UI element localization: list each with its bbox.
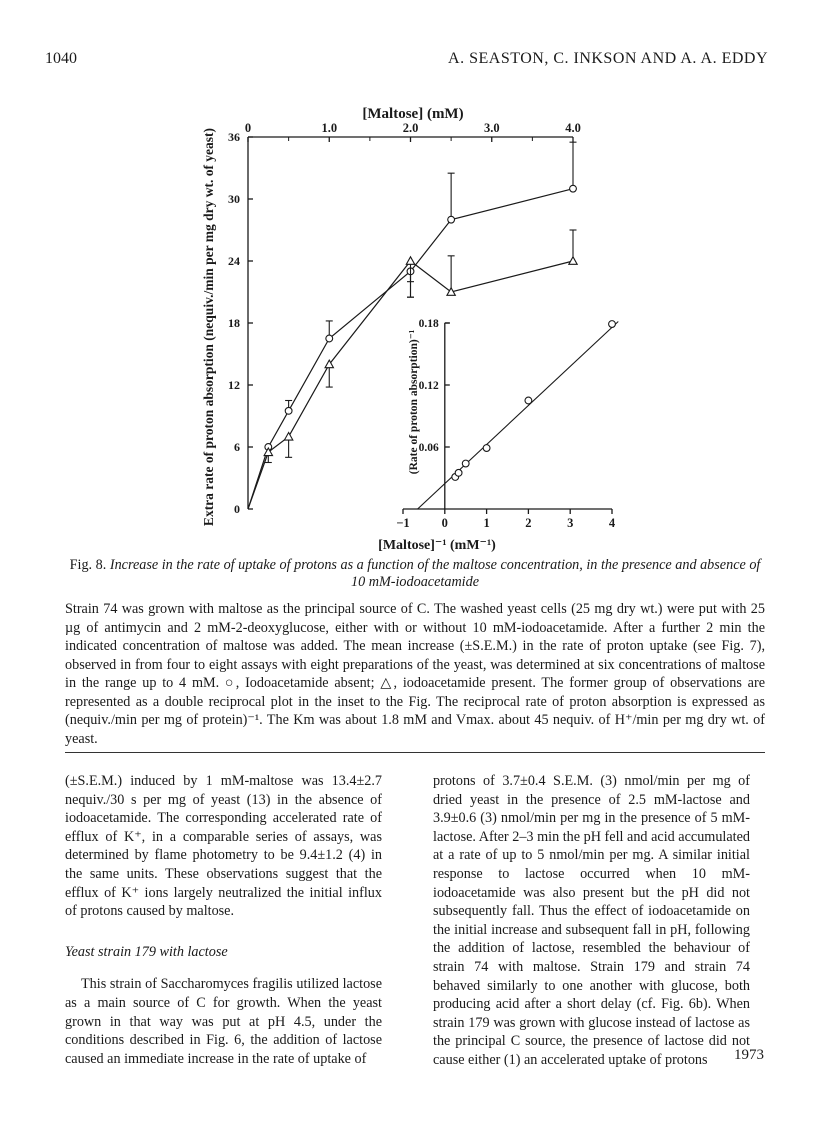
paragraph-3: protons of 3.7±0.4 S.E.M. (3) nmol/min per mg of dried yeast in the presence of 2.5 mM-lactose and 3.9±0.6 (3) nmol/min per mg in the presence of 5 mM-lactose. After 2–3 min the pH fell and acid accumulated at a rate of up to 5 nmol/min per mg. A similar initial response to lactose occurred when 10 mM-iodoacetamide was also present but the pH did not subsequently fall. Thus the effect of iodoacetamide on the initial increase and subsequent fall in pH, following the addition of lactose, resembled the behaviour of strain 74 with maltose. Strain 179 and strain 74 behaved similarly to one another with glucose, both producing acid after a short delay (cf. Fig. 6b). When strain 179 was grown with glucose instead of lactose as the principal C source, the presence of lactose did not cause either (1) an accelerated uptake of protons bbox=[433, 773, 750, 1068]
y-axis-label: Extra rate of proton absorption (nequiv./min per mg dry wt. of yeast) bbox=[201, 127, 216, 527]
figure-caption bbox=[65, 557, 765, 591]
paragraph-1: (±S.E.M.) induced by 1 mM-maltose was 13.4±2.7 nequiv./30 s per mg of yeast (13) in the absence of iodoacetamide. The corresponding accelerated rate of efflux of K⁺, in a comparable series of assays, was determined by flame photometry to be 9.4±1.2 (4) in the same units. These observations suggest that the efflux of K⁺ ions largely neutralized the initial influx of protons caused by maltose. bbox=[65, 773, 382, 920]
top-axis-tick-label: 0 bbox=[244, 121, 252, 135]
data-point-triangle bbox=[569, 257, 577, 265]
figure-legend: Strain 74 was grown with maltose as the principal source of C. The washed yeast cells (25 mg dry wt.) were put with 25 µg of antimycin and 2 mM-2-deoxyglucose, either with or without 10 mM-iodoacetamide. After a further 2 min the indicated concentration of maltose was added. The mean increase (±S.E.M.) in the rate of proton uptake (see Fig. 7), observed in from four to eight assays with eight preparations of the yeast, was determined at six concentrations of maltose in the range up to 4 mM. ○, Iodoacetamide absent; △, iodoacetamide present. The former group of observations are represented as a double reciprocal plot in the inset to the Fig. The reciprocal rate of proton absorption is expressed as (nequiv./min per mg of protein)⁻¹. The Km was about 1.8 mM and Vmax. about 45 nequiv. of H⁺/min per mg dry wt. of yeast. bbox=[65, 601, 765, 747]
page-code: 1973 bbox=[734, 1047, 764, 1063]
inset-y-axis-label: (Rate of proton absorption)⁻¹ bbox=[408, 329, 420, 475]
inset-x-axis-tick-label: 0 bbox=[441, 516, 448, 530]
data-point-circle bbox=[448, 216, 455, 223]
y-axis-tick-label: 18 bbox=[228, 316, 240, 330]
y-axis-tick-label: 0 bbox=[234, 502, 240, 516]
y-axis-tick-label: 12 bbox=[228, 378, 240, 392]
inset-x-axis-tick-label: 2 bbox=[525, 516, 532, 530]
inset-y-axis-tick-label: 0.12 bbox=[418, 380, 439, 392]
figure-plot-area bbox=[228, 121, 618, 530]
data-point-triangle bbox=[406, 257, 414, 265]
inset-x-axis-tick-label: 3 bbox=[567, 516, 574, 530]
top-axis-tick-label: 3.0 bbox=[483, 121, 500, 135]
figure-caption-text: Increase in the rate of uptake of protons as a function of the maltose concentration, in the presence and absence of 10 mM-iodoacetamide bbox=[109, 557, 761, 590]
figure-caption-label: Fig. 8. bbox=[69, 557, 107, 573]
data-point-triangle bbox=[284, 432, 292, 440]
right-column bbox=[433, 772, 750, 1070]
top-axis-tick-label: 4.0 bbox=[565, 121, 581, 135]
data-point-circle bbox=[326, 335, 333, 342]
data-point-circle bbox=[285, 407, 292, 414]
inset-fit-line bbox=[418, 321, 619, 509]
inset-x-axis-tick-label: −1 bbox=[396, 516, 410, 530]
y-axis-tick-label: 24 bbox=[228, 254, 240, 268]
page-number: 1040 bbox=[45, 50, 77, 67]
bottom-axis-label: [Maltose]⁻¹ (mM⁻¹) bbox=[378, 538, 496, 553]
paragraph-2: This strain of Saccharomyces fragilis utilized lactose as a main source of C for growth. When the yeast grown in that way was put at pH 4.5, under the conditions described in Fig. 6, the addition of lactose caused an immediate increase in the rate of uptake of bbox=[65, 976, 382, 1067]
top-axis-tick-label: 2.0 bbox=[402, 121, 419, 135]
section-divider bbox=[65, 752, 765, 753]
figure-8 bbox=[0, 0, 816, 560]
inset-x-axis-tick-label: 4 bbox=[608, 516, 616, 530]
inset-data-point bbox=[525, 397, 532, 404]
top-axis-label: [Maltose] (mM) bbox=[362, 106, 464, 122]
y-axis-tick-label: 6 bbox=[234, 440, 240, 454]
y-axis-tick-label: 30 bbox=[228, 192, 240, 206]
inset-x-axis-tick-label: 1 bbox=[483, 516, 490, 530]
inset-y-axis-tick-label: 0.18 bbox=[418, 318, 439, 330]
y-axis-tick-label: 36 bbox=[228, 130, 240, 144]
inset-data-point bbox=[483, 445, 490, 452]
left-column bbox=[65, 772, 382, 1068]
data-point-circle bbox=[570, 185, 577, 192]
inset-data-point bbox=[455, 469, 462, 476]
inset-data-point bbox=[609, 321, 616, 328]
running-authors: A. SEASTON, C. INKSON AND A. A. EDDY bbox=[448, 50, 768, 67]
inset-data-point bbox=[462, 460, 469, 467]
section-heading: Yeast strain 179 with lactose bbox=[65, 943, 228, 960]
inset-y-axis-tick-label: 0.06 bbox=[418, 442, 439, 454]
top-axis-tick-label: 1.0 bbox=[321, 121, 338, 135]
